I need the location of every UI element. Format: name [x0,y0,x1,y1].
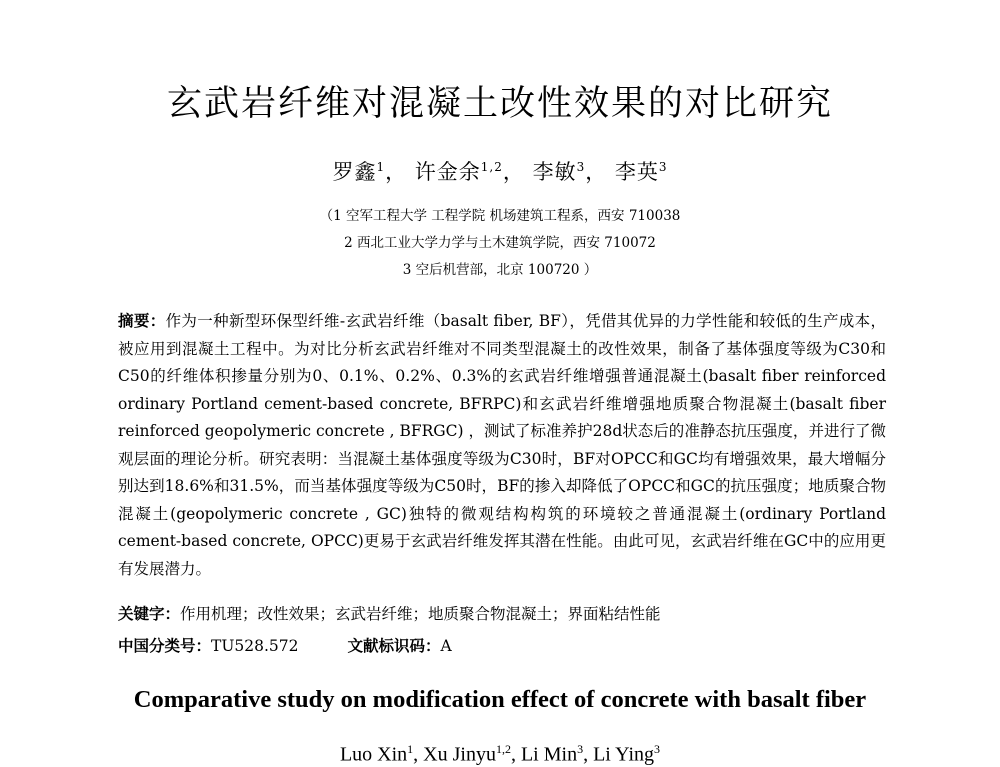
keywords-label: 关键字： [118,604,181,623]
author-name: 许金余 [414,160,481,184]
author-name: 李敏 [532,160,577,184]
author-name: 罗鑫 [332,160,377,184]
abstract-block [118,307,886,583]
keywords-text: 作用机理；改性效果；玄武岩纤维；地质聚合物混凝土；界面粘结性能 [180,605,661,623]
english-author-name: Luo Xin [339,743,408,766]
affiliation-line: 3 空后机营部，北京 100720 ） [402,262,598,278]
english-author-affiliation-mark: 1,2 [495,742,511,756]
classification-value: TU528.572 [211,637,299,655]
english-author-name: Li Ying [593,743,655,766]
english-author-name: Xu Jinyu [423,743,496,766]
author-name: 李英 [614,160,659,184]
keywords-line [118,602,886,624]
abstract-text: 作为一种新型环保型纤维-玄武岩纤维（basalt fiber, BF），凭借其优异的力学性能和较低的生产成本，被应用到混凝土工程中。为对比分析玄武岩纤维对不同类型混凝土的改性效果，制备了基体强度等级为C30和C50的纤维体积掺量分别为0、0.1%、0.2%、0.3%的玄武岩纤维增强普通混凝土(basalt fiber reinforced ordinary Portland cement-based concrete, BFRPC)和玄武岩纤维增强地质聚合物混凝土(basalt fiber reinforced geopolymeric concrete , BFRGC) ，测试了标准养护28d状态后的准静态抗压强度，并进行了微观层面的理论分析。研究表明：当混凝土基体强度等级为C30时，BF对OPCC和GC均有增强效果，最大增幅分别达到18.6%和31.5%，而当基体强度等级为C50时，BF的掺入却降低了OPCC和GC的抗压强度；地质聚合物混凝土(geopolymeric concrete , GC)独特的微观结构构筑的环境较之普通混凝土(ordinary Portland cement-based concrete, OPCC)更易于玄武岩纤维发挥其潜在性能。由此可见，玄武岩纤维在GC中的应用更有发展潜力。 [118,312,886,578]
document-code-label: 文献标识码： [347,636,441,655]
affiliation-line: （1 空军工程大学 工程学院 机场建筑工程系，西安 710038 [319,208,681,224]
abstract-label: 摘要： [118,311,166,330]
classification-line [118,634,886,656]
english-author-affiliation-mark: 3 [577,742,584,756]
author-affiliation-mark: 1,2 [480,160,503,174]
document-code-value: A [440,637,452,655]
author-affiliation-mark: 1 [376,160,386,174]
english-author-name: Li Min [520,743,578,766]
paper-title: 玄武岩纤维对混凝土改性效果的对比研究 [166,84,833,124]
classification-label: 中国分类号： [118,636,212,655]
english-author-affiliation-mark: 1 [407,742,414,756]
author-list: 罗鑫$^1$， 许金余$^{1,2}$， 李敏$^3$， 李英$^3$ [332,160,668,184]
affiliation-block [0,203,1000,284]
author-affiliation-mark: 3 [658,160,668,174]
english-title: Comparative study on modification effect of concrete with basalt fiber [133,686,867,713]
english-author-affiliation-mark: 3 [654,742,661,756]
affiliation-line: 2 西北工业大学力学与土木建筑学院，西安 710072 [344,235,656,251]
author-affiliation-mark: 3 [576,160,586,174]
english-author-list: Luo Xin$^1$, Xu Jinyu$^{1,2}$, Li Min$^3$, Li Ying$^3$ [339,742,661,766]
